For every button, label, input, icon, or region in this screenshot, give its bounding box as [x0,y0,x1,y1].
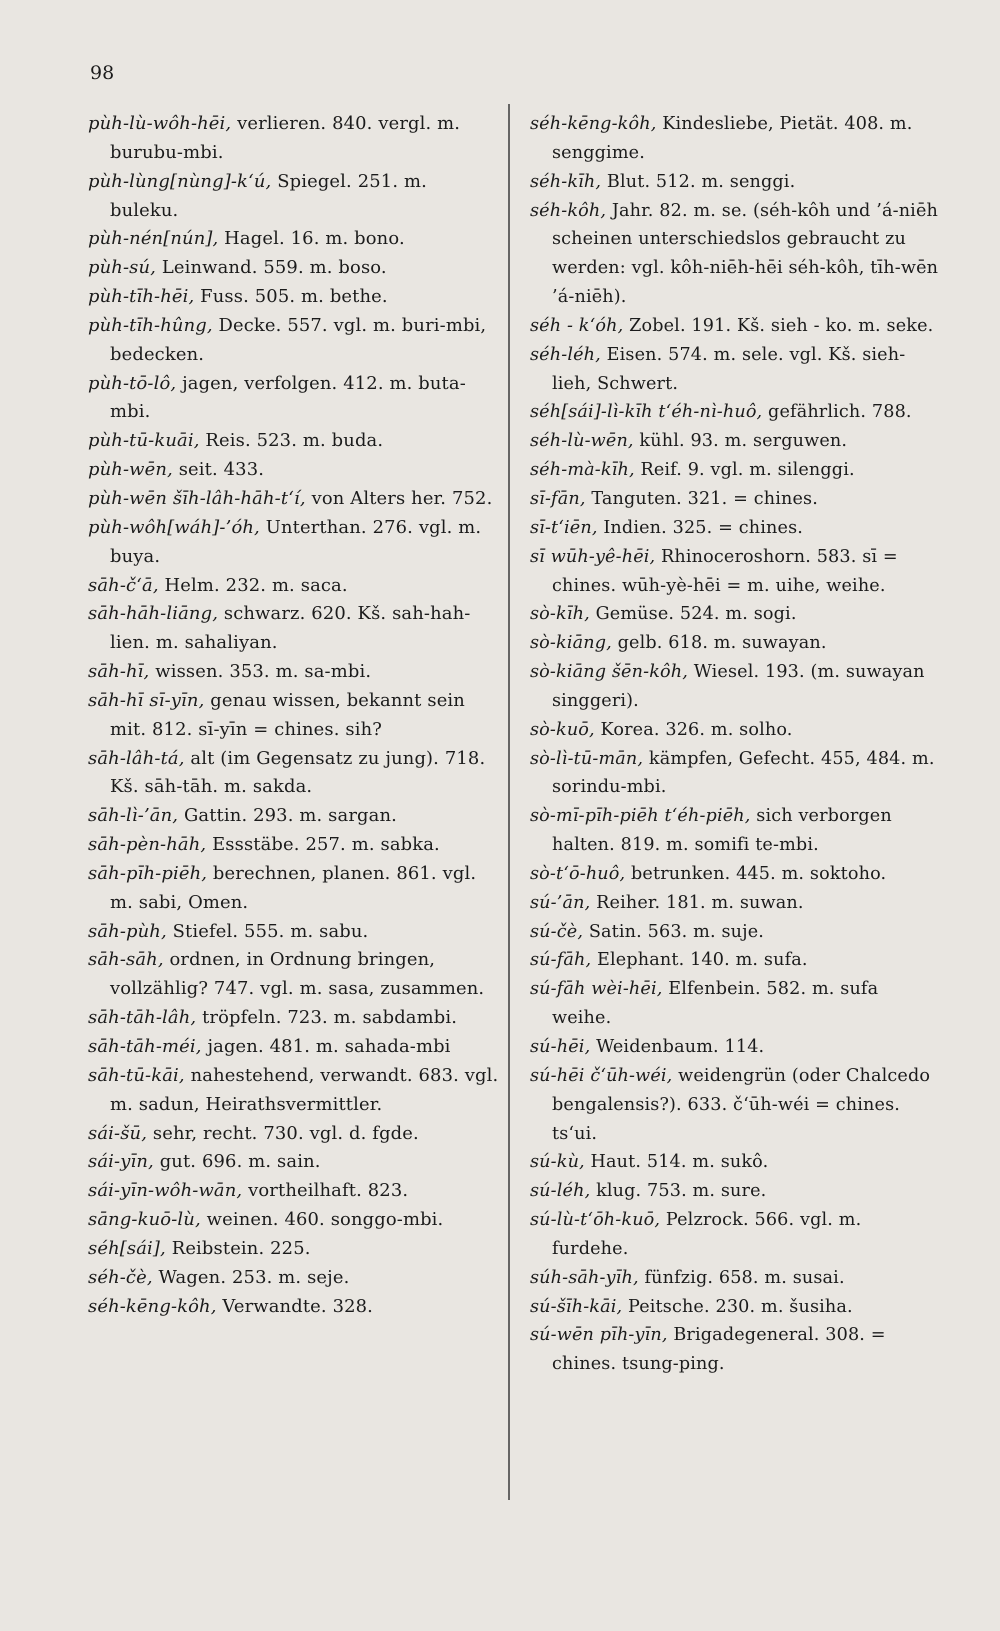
entry-headword: pùh-sú, [88,257,156,279]
dictionary-entry [530,1264,942,1293]
entry-definition: Elephant. 140. m. sufa. [591,950,808,971]
entry-headword: pùh-tū-kuāi, [88,430,200,452]
entry-definition: Peitsche. 230. m. šusiha. [622,1296,853,1317]
entry-headword: sú-čè, [530,921,584,942]
left-column [88,110,500,1321]
entry-definition: Jahr. 82. m. se. (séh-kôh und ’á-niēh scheinen unterschiedslos gebraucht zu werden: vgl. kôh-niēh-hēi séh-kôh, tīh-wēn ’á-niēh). [552,200,939,308]
entry-headword: sāh-hī, [88,661,150,683]
dictionary-entry [88,1120,500,1149]
entry-definition: Haut. 514. m. sukô. [584,1152,769,1173]
dictionary-entry [88,1293,500,1322]
entry-definition: Blut. 512. m. senggi. [601,171,796,192]
entry-definition: alt (im Gegensatz zu jung). 718. Kš. sāh-tāh. m. sakda. [110,747,486,798]
entry-definition: Fuss. 505. m. bethe. [194,286,388,308]
entry-definition: jagen, verfolgen. 412. m. buta-mbi. [110,372,466,423]
entry-headword: pùh-nén[nún], [88,228,219,250]
entry-definition: ordnen, in Ordnung bringen, vollzählig? 747. vgl. m. sasa, zusammen. [110,949,485,1000]
dictionary-entry [88,572,500,601]
dictionary-entry [530,1062,942,1149]
entry-headword: sái-yīn-wôh-wān, [88,1180,243,1202]
entry-headword: sú-fāh, [530,950,592,971]
entry-definition: vortheilhaft. 823. [242,1180,409,1202]
entry-definition: Helm. 232. m. saca. [158,574,348,596]
entry-definition: Indien. 325. = chines. [597,517,803,538]
entry-headword: sái-šū, [88,1122,148,1144]
dictionary-entry [88,1264,500,1293]
entry-headword: sāh-č‘ā, [88,574,159,596]
entry-definition: Reibstein. 225. [165,1237,311,1259]
entry-definition: Wagen. 253. m. seje. [152,1266,350,1288]
entry-headword: séh-kēng-kôh, [88,1295,217,1317]
dictionary-entry [88,802,500,831]
dictionary-entry [88,225,500,254]
dictionary-entry [530,745,942,803]
dictionary-entry [530,946,942,975]
dictionary-entry [530,1148,942,1177]
dictionary-entry [88,485,500,514]
entry-headword: súh-sāh-yīh, [530,1267,639,1288]
dictionary-entry [530,802,942,860]
dictionary-entry [88,110,500,168]
entry-headword: sī wūh-yê-hēi, [530,546,656,567]
entry-definition: Tanguten. 321. = chines. [585,488,818,509]
entry-definition: Elfenbein. 582. m. sufa weihe. [552,979,879,1029]
dictionary-entry [530,716,942,745]
entry-headword: séh[sái], [88,1237,166,1259]
dictionary-entry [88,456,500,485]
dictionary-entry [88,687,500,745]
dictionary-entry [530,110,942,168]
entry-definition: Verwandte. 328. [216,1295,374,1317]
dictionary-entry [88,427,500,456]
entry-definition: Zobel. 191. Kš. sieh - ko. m. seke. [623,315,934,336]
dictionary-entry [88,600,500,658]
dictionary-entry [88,860,500,918]
entry-definition: gefährlich. 788. [762,402,912,423]
entry-headword: sāh-lâh-tá, [88,747,185,769]
dictionary-entry [530,543,942,601]
entry-definition: Spiegel. 251. m. buleku. [110,170,427,221]
entry-headword: séh-čè, [88,1266,153,1288]
dictionary-entry [88,514,500,572]
entry-headword: sú-’ān, [530,892,591,913]
entry-headword: sú-fāh wèi-hēi, [530,979,663,1000]
dictionary-entry [530,485,942,514]
entry-headword: sò-t‘ō-huô, [530,863,626,884]
entry-definition: klug. 753. m. sure. [590,1181,767,1202]
dictionary-entry [530,889,942,918]
entry-headword: sāh-hāh-liāng, [88,603,219,625]
dictionary-entry [530,514,942,543]
entry-headword: séh-lù-wēn, [530,431,634,452]
dictionary-entry [88,1148,500,1177]
entry-headword: pùh-lù-wôh-hēi, [88,113,232,134]
dictionary-entry [88,831,500,860]
entry-headword: séh-kīh, [530,171,602,192]
entry-definition: gut. 696. m. sain. [153,1151,321,1173]
entry-headword: sò-kiāng, [530,633,612,654]
entry-definition: Reif. 9. vgl. m. silenggi. [634,460,855,481]
entry-headword: sāh-hī sī-yīn, [88,689,205,711]
entry-headword: sò-lì-tū-mān, [530,748,644,769]
dictionary-entry [530,629,942,658]
dictionary-entry [530,600,942,629]
entry-definition: Reiher. 181. m. suwan. [590,892,804,913]
entry-headword: sú-léh, [530,1181,591,1202]
entry-definition: Rhinoceroshorn. 583. sī = chines. wūh-yè-hēi = m. uihe, weihe. [552,546,898,596]
entry-headword: séh-mà-kīh, [530,460,635,481]
entry-headword: sò-mī-pīh-piēh t‘éh-piēh, [530,806,751,827]
entry-headword: pùh-wôh[wáh]-’óh, [88,516,260,538]
dictionary-entry [530,1321,942,1379]
dictionary-entry [88,254,500,283]
entry-headword: séh-kēng-kôh, [530,114,657,134]
entry-definition: Korea. 326. m. solho. [594,719,793,740]
entry-definition: kühl. 93. m. serguwen. [633,431,848,452]
entry-definition: sehr, recht. 730. vgl. d. fgde. [147,1122,419,1144]
dictionary-entry [88,1206,500,1235]
entry-definition: Leinwand. 559. m. boso. [155,257,387,279]
entry-definition: jagen. 481. m. sahada-mbi [201,1036,451,1057]
entry-definition: berechnen, planen. 861. vgl. m. sabi, Omen. [110,862,477,913]
dictionary-entry [88,918,500,947]
entry-definition: Unterthan. 276. vgl. m. buya. [110,516,482,567]
entry-definition: Reis. 523. m. buda. [199,430,384,452]
dictionary-entry [530,1177,942,1206]
entry-headword: sái-yīn, [88,1151,154,1173]
entry-headword: pùh-tīh-hēi, [88,286,195,308]
dictionary-entry [88,283,500,312]
entry-definition: gelb. 618. m. suwayan. [611,633,827,654]
dictionary-entry [530,168,942,197]
entry-headword: sāh-pīh-piēh, [88,862,208,884]
entry-definition: von Alters her. 752. [305,487,493,509]
entry-headword: pùh-tō-lô, [88,372,177,394]
entry-definition: schwarz. 620. Kš. sah-hah-lien. m. sahaliyan. [110,603,471,654]
entry-definition: Pelzrock. 566. vgl. m. furdehe. [552,1210,862,1259]
entry-definition: Gemüse. 524. m. sogi. [589,604,797,625]
dictionary-entry [530,427,942,456]
column-divider [508,104,510,1500]
entry-headword: pùh-wēn, [88,459,173,481]
entry-headword: sò-kiāng šēn-kôh, [530,662,688,683]
dictionary-entry [88,1033,500,1062]
entry-definition: Eisen. 574. m. sele. vgl. Kš. sieh-lieh, Schwert. [552,344,906,394]
dictionary-entry [88,1062,500,1120]
entry-definition: Kindesliebe, Pietät. 408. m. senggime. [552,114,913,163]
dictionary-entry [530,398,942,427]
entry-headword: pùh-tīh-hûng, [88,314,213,336]
entry-definition: Gattin. 293. m. sargan. [178,805,397,827]
dictionary-entry [88,745,500,803]
entry-definition: betrunken. 445. m. soktoho. [625,863,887,884]
entry-headword: sī-t‘iēn, [530,517,598,538]
entry-headword: séh-kôh, [530,200,607,221]
entry-definition: Hagel. 16. m. bono. [218,228,405,250]
entry-headword: sāh-tū-kāi, [88,1064,185,1086]
dictionary-entry [530,658,942,716]
entry-headword: sú-kù, [530,1152,585,1173]
entry-headword: sú-wēn pīh-yīn, [530,1325,668,1346]
dictionary-entry [530,1293,942,1322]
entry-definition: Weidenbaum. 114. [590,1037,765,1057]
dictionary-entry [530,860,942,889]
entry-definition: Brigadegeneral. 308. = chines. tsung-ping. [552,1325,886,1375]
entry-definition: wissen. 353. m. sa-mbi. [149,661,372,683]
entry-headword: sú-šīh-kāi, [530,1296,623,1317]
entry-definition: weinen. 460. songgo-mbi. [200,1209,444,1231]
entry-headword: sāh-lì-’ān, [88,805,179,827]
right-column [530,110,942,1379]
entry-definition: Satin. 563. m. suje. [583,921,765,942]
dictionary-entry [530,341,942,399]
entry-definition: Decke. 557. vgl. m. buri-mbi, bedecken. [110,314,487,365]
entry-headword: sāh-pèn-hāh, [88,834,207,856]
entry-definition: Essstäbe. 257. m. sabka. [206,834,440,856]
dictionary-entry [530,456,942,485]
entry-headword: sò-kuō, [530,719,595,740]
entry-definition: weidengrün (oder Chalcedo bengalensis?). 633. č‘ūh-wéi = chines. ts‘ui. [552,1065,931,1144]
dictionary-entry [88,370,500,428]
entry-definition: verlieren. 840. vergl. m. burubu-mbi. [110,113,461,163]
entry-definition: sich verborgen halten. 819. m. somifi te-mbi. [552,806,892,856]
entry-headword: séh-léh, [530,344,601,365]
dictionary-entry [530,1206,942,1264]
entry-headword: séh - k‘óh, [530,315,624,336]
entry-headword: sāh-pùh, [88,920,167,942]
entry-headword: sāh-tāh-lâh, [88,1007,197,1029]
dictionary-entry [88,1004,500,1033]
dictionary-entry [88,1177,500,1206]
entry-headword: sò-kīh, [530,604,590,625]
dictionary-entry [530,918,942,947]
entry-definition: kämpfen, Gefecht. 455, 484. m. sorindu-mbi. [552,748,935,798]
entry-headword: sāh-sāh, [88,949,164,971]
entry-headword: pùh-wēn šīh-lâh-hāh-t‘í, [88,487,306,509]
entry-definition: Stiefel. 555. m. sabu. [166,920,369,942]
page-number: 98 [90,62,115,84]
entry-definition: tröpfeln. 723. m. sabdambi. [196,1007,458,1029]
dictionary-entry [530,312,942,341]
entry-definition: seit. 433. [172,459,265,481]
dictionary-entry [88,312,500,370]
entry-headword: pùh-lùng[nùng]-k‘ú, [88,170,272,192]
entry-headword: sāng-kuō-lù, [88,1209,201,1231]
entry-definition: nahestehend, verwandt. 683. vgl. m. sadun, Heirathsvermittler. [110,1064,499,1115]
dictionary-entry [530,197,942,312]
dictionary-entry [88,946,500,1004]
entry-definition: genau wissen, bekannt sein mit. 812. sī-yīn = chines. sih? [110,689,465,740]
entry-definition: fünfzig. 658. m. susai. [638,1267,845,1288]
entry-definition: Wiesel. 193. (m. suwayan singgeri). [552,662,925,711]
entry-headword: sú-hēi, [530,1037,591,1057]
entry-headword: sú-hēi č‘ūh-wéi, [530,1065,673,1086]
dictionary-entry [530,1033,942,1062]
entry-headword: sī-fān, [530,488,586,509]
entry-headword: séh[sái]-lì-kīh t‘éh-nì-huô, [530,402,763,423]
dictionary-entry [530,975,942,1033]
entry-headword: sāh-tāh-méi, [88,1036,202,1057]
dictionary-entry [88,658,500,687]
dictionary-entry [88,1235,500,1264]
dictionary-entry [88,168,500,226]
entry-headword: sú-lù-t‘ōh-kuō, [530,1210,661,1231]
